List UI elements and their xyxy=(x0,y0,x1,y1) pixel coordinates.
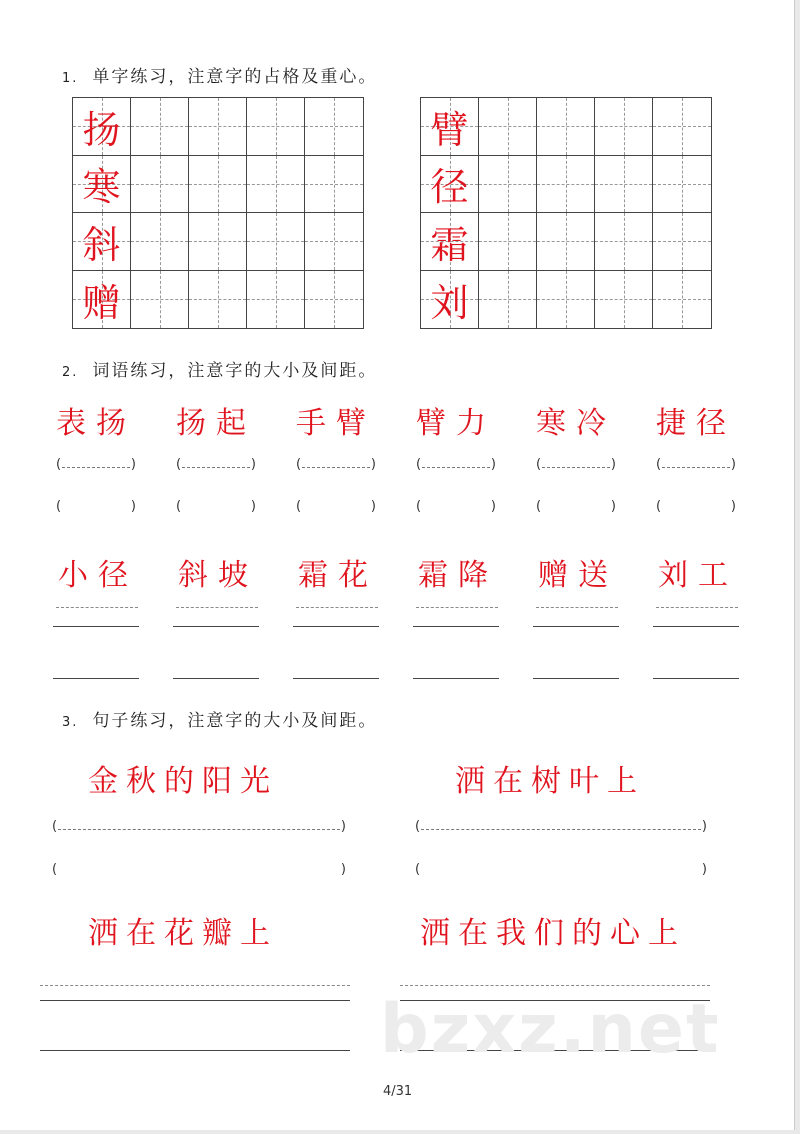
grid-cell[interactable] xyxy=(305,156,363,214)
grid-cell[interactable] xyxy=(247,213,305,271)
word: 刘工 xyxy=(658,558,738,593)
word: 斜坡 xyxy=(178,558,258,593)
grid-cell[interactable] xyxy=(595,213,653,271)
word: 捷径 xyxy=(656,406,736,441)
phrase: 金秋的阳光 xyxy=(88,764,278,799)
grid-cell[interactable] xyxy=(595,156,653,214)
word: 表扬 xyxy=(56,406,136,441)
grid-cell[interactable] xyxy=(421,213,479,271)
writing-line[interactable] xyxy=(653,678,739,679)
grid-cell[interactable] xyxy=(479,271,537,329)
grid-cell[interactable] xyxy=(73,98,131,156)
word: 寒冷 xyxy=(536,406,616,441)
word: 臂力 xyxy=(416,406,496,441)
pinyin-blank[interactable]: ( ) xyxy=(536,457,616,477)
writing-line[interactable] xyxy=(653,626,739,627)
word: 霜花 xyxy=(298,558,378,593)
writing-guide-line xyxy=(656,607,738,608)
pinyin-blank[interactable]: ( ) xyxy=(56,457,136,477)
phrase: 洒在树叶上 xyxy=(455,764,645,799)
pinyin-blank[interactable]: ( ) xyxy=(176,457,256,477)
grid-cell[interactable] xyxy=(305,213,363,271)
grid-cell[interactable] xyxy=(421,156,479,214)
grid-cell[interactable] xyxy=(537,213,595,271)
grid-cell[interactable] xyxy=(479,98,537,156)
right-writing-grid xyxy=(420,97,712,329)
grid-cell[interactable] xyxy=(653,156,711,214)
grid-cell[interactable] xyxy=(247,271,305,329)
word: 手臂 xyxy=(296,406,376,441)
grid-cell[interactable] xyxy=(537,98,595,156)
pinyin-blank[interactable]: ( ) xyxy=(656,499,736,514)
word: 霜降 xyxy=(418,558,498,593)
pinyin-blank[interactable]: ( ) xyxy=(536,499,616,514)
writing-line[interactable] xyxy=(53,626,139,627)
writing-line[interactable] xyxy=(413,626,499,627)
grid-cell[interactable] xyxy=(653,271,711,329)
phrase: 洒在我们的心上 xyxy=(420,916,686,951)
writing-line[interactable] xyxy=(533,678,619,679)
section1-heading: 1. 单字练习，注意字的占格及重心。 xyxy=(62,67,378,87)
pinyin-blank[interactable]: ( ) xyxy=(56,499,136,514)
model-character: 径 xyxy=(430,165,469,210)
pinyin-blank[interactable]: ( ) xyxy=(416,499,496,514)
writing-guide-line xyxy=(176,607,258,608)
writing-line[interactable] xyxy=(293,678,379,679)
grid-cell[interactable] xyxy=(653,213,711,271)
writing-guide-line xyxy=(536,607,618,608)
grid-cell[interactable] xyxy=(537,271,595,329)
grid-cell[interactable] xyxy=(189,156,247,214)
word: 扬起 xyxy=(176,406,256,441)
grid-cell[interactable] xyxy=(131,213,189,271)
grid-cell[interactable] xyxy=(73,156,131,214)
left-writing-grid xyxy=(72,97,364,329)
grid-cell[interactable] xyxy=(131,271,189,329)
writing-guide-line xyxy=(56,607,138,608)
section2-heading: 2. 词语练习，注意字的大小及间距。 xyxy=(62,361,378,381)
grid-cell[interactable] xyxy=(479,213,537,271)
pinyin-blank[interactable]: ( ) xyxy=(415,862,707,877)
model-character: 臂 xyxy=(430,107,469,152)
pinyin-blank[interactable]: ( ) xyxy=(656,457,736,477)
grid-cell[interactable] xyxy=(189,271,247,329)
pinyin-blank[interactable]: ( ) xyxy=(296,457,376,477)
word: 赠送 xyxy=(538,558,618,593)
model-character: 霜 xyxy=(430,222,469,267)
writing-line[interactable] xyxy=(533,626,619,627)
grid-cell[interactable] xyxy=(479,156,537,214)
pinyin-blank[interactable]: ( ) xyxy=(52,862,346,877)
grid-cell[interactable] xyxy=(73,213,131,271)
writing-guide-line xyxy=(400,985,710,986)
writing-line[interactable] xyxy=(413,678,499,679)
writing-line[interactable] xyxy=(173,678,259,679)
writing-guide-line xyxy=(296,607,378,608)
grid-cell[interactable] xyxy=(189,98,247,156)
grid-cell[interactable] xyxy=(595,98,653,156)
grid-cell[interactable] xyxy=(189,213,247,271)
pinyin-blank[interactable]: ( ) xyxy=(176,499,256,514)
writing-line[interactable] xyxy=(53,678,139,679)
grid-cell[interactable] xyxy=(537,156,595,214)
section3-heading: 3. 句子练习，注意字的大小及间距。 xyxy=(62,711,378,731)
pinyin-blank[interactable]: ( ) xyxy=(296,499,376,514)
grid-cell[interactable] xyxy=(131,156,189,214)
grid-cell[interactable] xyxy=(421,98,479,156)
pinyin-blank[interactable]: ( ) xyxy=(52,819,346,839)
model-character: 寒 xyxy=(82,165,121,210)
writing-line[interactable] xyxy=(293,626,379,627)
writing-guide-line xyxy=(416,607,498,608)
grid-cell[interactable] xyxy=(131,98,189,156)
grid-cell[interactable] xyxy=(73,271,131,329)
grid-cell[interactable] xyxy=(305,271,363,329)
watermark: bzxz.net xyxy=(380,990,721,1069)
writing-line[interactable] xyxy=(173,626,259,627)
model-character: 刘 xyxy=(430,280,469,325)
phrase: 洒在花瓣上 xyxy=(88,916,278,951)
writing-guide-line xyxy=(40,985,350,986)
grid-cell[interactable] xyxy=(247,98,305,156)
grid-cell[interactable] xyxy=(305,98,363,156)
writing-line[interactable] xyxy=(40,1050,350,1051)
grid-cell[interactable] xyxy=(247,156,305,214)
pinyin-blank[interactable]: ( ) xyxy=(415,819,707,839)
page-number: 4/31 xyxy=(383,1084,413,1099)
model-character: 斜 xyxy=(82,222,121,267)
writing-line[interactable] xyxy=(40,1000,350,1001)
grid-cell[interactable] xyxy=(653,98,711,156)
model-character: 赠 xyxy=(82,280,121,325)
grid-cell[interactable] xyxy=(595,271,653,329)
word: 小径 xyxy=(58,558,138,593)
model-character: 扬 xyxy=(82,107,121,152)
pinyin-blank[interactable]: ( ) xyxy=(416,457,496,477)
grid-cell[interactable] xyxy=(421,271,479,329)
